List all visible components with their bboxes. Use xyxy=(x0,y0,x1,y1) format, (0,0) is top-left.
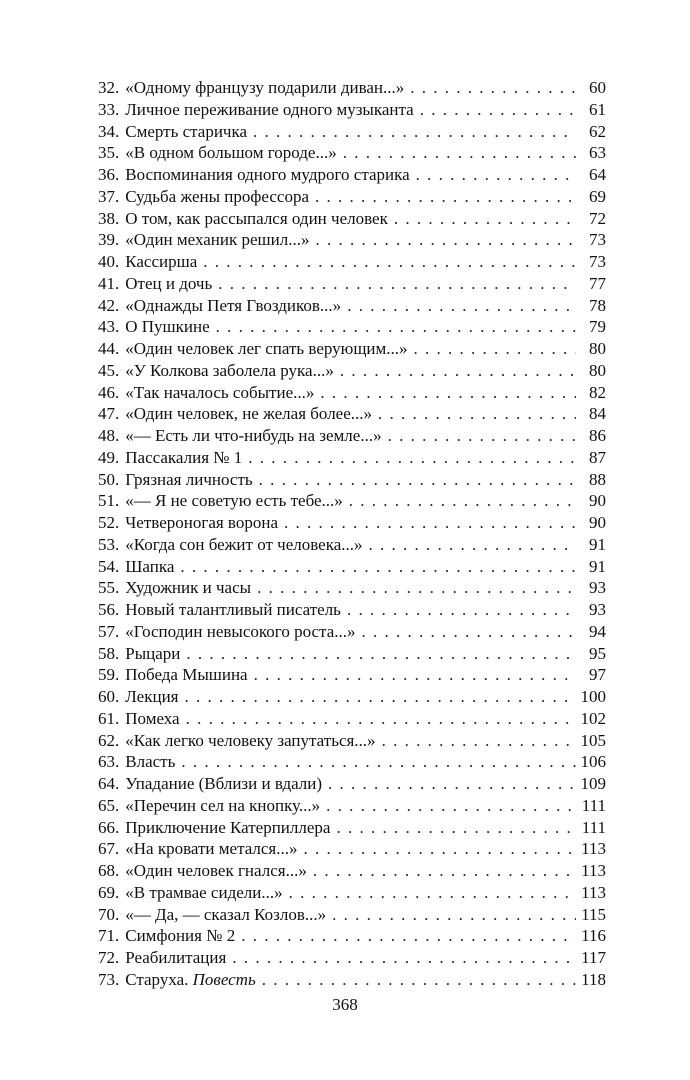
dot-leader xyxy=(181,751,576,773)
entry-page-number: 73 xyxy=(589,230,606,250)
entry-title-text: Помеха xyxy=(125,708,180,728)
entry-title-text: Победа Мышина xyxy=(125,665,248,685)
toc-entry xyxy=(98,577,606,599)
entry-number: 37. xyxy=(98,186,120,206)
entry-number: 47. xyxy=(98,404,120,424)
entry-title-text: «Господин невысокого роста...» xyxy=(125,621,356,641)
entry-number: 70. xyxy=(98,904,120,924)
entry-page-number: 91 xyxy=(589,534,606,554)
entry-title-text: «Перечин сел на кнопку...» xyxy=(125,795,321,815)
dot-leader xyxy=(248,447,576,469)
toc-entry xyxy=(98,621,606,643)
entry-page-number: 93 xyxy=(589,600,606,619)
entry-title-text: «— Есть ли что-нибудь на земле...» xyxy=(125,426,382,445)
entry-title-text: Грязная личность xyxy=(125,469,253,489)
entry-number: 63. xyxy=(98,752,120,772)
page-number: 368 xyxy=(332,995,358,1014)
entry-title xyxy=(125,751,175,773)
entry-title xyxy=(125,556,174,578)
entry-number: 59. xyxy=(98,665,120,685)
entry-title-text: «Один человек, не желая более...» xyxy=(125,404,373,424)
toc-entry xyxy=(98,512,606,534)
entry-page-number: 91 xyxy=(589,556,606,576)
entry-title xyxy=(125,947,226,969)
entry-title-text: Личное переживание одного музыканта xyxy=(125,99,414,119)
entry-title xyxy=(125,338,407,360)
dot-leader xyxy=(328,773,576,795)
entry-page-number: 111 xyxy=(581,817,606,837)
entry-number: 64. xyxy=(98,774,120,793)
entry-page-number: 115 xyxy=(581,904,606,924)
dot-leader xyxy=(347,599,576,621)
entry-number: 36. xyxy=(98,165,120,184)
entry-title xyxy=(125,99,413,121)
entry-page-number: 73 xyxy=(589,252,606,271)
toc-entry xyxy=(98,686,606,708)
dot-leader xyxy=(382,730,576,752)
entry-title-text: О том, как рассыпался один человек xyxy=(125,208,388,228)
entry-title-text: Приключение Катерпиллера xyxy=(125,817,331,837)
dot-leader xyxy=(253,121,576,143)
entry-title-text: «На кровати метался...» xyxy=(125,839,298,859)
entry-title xyxy=(125,295,341,317)
entry-title-text: Смерть старичка xyxy=(125,121,248,141)
dot-leader xyxy=(257,577,576,599)
entry-number: 33. xyxy=(98,99,120,119)
dot-leader xyxy=(216,316,576,338)
entry-page-number: 72 xyxy=(589,208,606,228)
entry-page-number: 111 xyxy=(581,795,606,815)
dot-leader xyxy=(254,664,576,686)
toc-entry xyxy=(98,795,606,817)
entry-page-number: 80 xyxy=(589,339,606,358)
dot-leader xyxy=(362,621,577,643)
entry-page-number: 100 xyxy=(580,687,606,706)
entry-number: 46. xyxy=(98,382,120,402)
dot-leader xyxy=(349,490,576,512)
entry-number: 66. xyxy=(98,817,120,837)
entry-title-text: Реабилитация xyxy=(125,948,227,967)
entry-page-number: 80 xyxy=(589,360,606,380)
entry-title xyxy=(125,382,314,404)
entry-number: 55. xyxy=(98,578,120,598)
entry-title-text: Отец и дочь xyxy=(125,273,213,293)
entry-title xyxy=(125,229,309,251)
toc-entry xyxy=(98,77,606,99)
dot-leader xyxy=(284,512,576,534)
dot-leader xyxy=(241,925,576,947)
entry-page-number: 113 xyxy=(581,839,606,859)
entry-title xyxy=(125,447,242,469)
entry-title-text: «— Я не советую есть тебе...» xyxy=(125,491,343,511)
entry-title-text: «У Колкова заболела рука...» xyxy=(125,360,334,380)
dot-leader xyxy=(378,403,576,425)
entry-title xyxy=(125,164,409,186)
entry-title xyxy=(125,904,326,926)
entry-title xyxy=(125,643,180,665)
entry-subtitle: Повесть xyxy=(192,969,256,989)
entry-title-text: Пассакалия № 1 xyxy=(125,447,243,467)
entry-number: 58. xyxy=(98,643,120,663)
dot-leader xyxy=(369,534,576,556)
entry-number: 44. xyxy=(98,339,120,358)
entry-number: 49. xyxy=(98,447,120,467)
entry-title xyxy=(125,316,209,338)
entry-title xyxy=(125,969,255,991)
entry-title xyxy=(125,882,282,904)
toc-entry xyxy=(98,273,606,295)
entry-page-number: 106 xyxy=(580,752,606,772)
entry-page-number: 77 xyxy=(589,273,606,293)
entry-title-text: «Один человек гнался...» xyxy=(125,861,307,880)
entry-number: 42. xyxy=(98,295,120,315)
dot-leader xyxy=(262,969,576,991)
entry-number: 45. xyxy=(98,360,120,380)
entry-number: 48. xyxy=(98,426,120,445)
entry-title-text: Художник и часы xyxy=(125,578,252,598)
entry-title-text: Воспоминания одного мудрого старика xyxy=(125,165,410,184)
entry-number: 67. xyxy=(98,839,120,859)
entry-number: 38. xyxy=(98,208,120,228)
dot-leader xyxy=(332,904,576,926)
entry-number: 50. xyxy=(98,469,120,489)
toc-entry xyxy=(98,251,606,273)
entry-page-number: 63 xyxy=(589,143,606,163)
entry-number: 51. xyxy=(98,491,120,511)
entry-title-text: Новый талантливый писатель xyxy=(125,600,341,619)
toc-entry xyxy=(98,403,606,425)
entry-title xyxy=(125,795,320,817)
entry-page-number: 90 xyxy=(589,491,606,511)
dot-leader xyxy=(320,382,576,404)
entry-title-text: Старуха. xyxy=(125,969,189,989)
toc-entry xyxy=(98,316,606,338)
entry-page-number: 79 xyxy=(589,317,606,337)
entry-title xyxy=(125,360,334,382)
dot-leader xyxy=(184,686,576,708)
entry-title xyxy=(125,186,309,208)
dot-leader xyxy=(203,251,576,273)
entry-page-number: 87 xyxy=(589,447,606,467)
entry-title xyxy=(125,273,212,295)
toc-entry xyxy=(98,295,606,317)
entry-title xyxy=(125,121,247,143)
entry-title xyxy=(125,208,388,230)
entry-page-number: 118 xyxy=(581,969,606,989)
entry-page-number: 102 xyxy=(580,708,606,728)
entry-page-number: 95 xyxy=(589,643,606,663)
entry-title xyxy=(125,730,375,752)
entry-page-number: 84 xyxy=(589,404,606,424)
entry-page-number: 113 xyxy=(581,861,606,880)
dot-leader xyxy=(315,229,576,251)
dot-leader xyxy=(186,708,576,730)
dot-leader xyxy=(340,360,576,382)
toc-entry xyxy=(98,490,606,512)
dot-leader xyxy=(414,338,576,360)
toc-entry xyxy=(98,556,606,578)
entry-title-text: «Один человек лег спать верующим...» xyxy=(125,339,408,358)
entry-title xyxy=(125,773,322,795)
dot-leader xyxy=(336,817,576,839)
entry-number: 62. xyxy=(98,730,120,750)
entry-title xyxy=(125,403,372,425)
toc-entry xyxy=(98,382,606,404)
entry-title xyxy=(125,925,235,947)
entry-title-text: О Пушкине xyxy=(125,317,210,337)
toc-entry xyxy=(98,925,606,947)
table-of-contents xyxy=(98,77,606,991)
toc-entry xyxy=(98,751,606,773)
toc-entry xyxy=(98,164,606,186)
entry-title-text: «Когда сон бежит от человека...» xyxy=(125,534,363,554)
entry-number: 57. xyxy=(98,621,120,641)
entry-number: 71. xyxy=(98,926,120,946)
entry-title-text: Рыцари xyxy=(125,643,181,663)
toc-entry xyxy=(98,360,606,382)
entry-title xyxy=(125,577,251,599)
toc-entry xyxy=(98,730,606,752)
dot-leader xyxy=(315,186,576,208)
entry-page-number: 60 xyxy=(589,78,606,97)
entry-title-text: Упадание (Вблизи и вдали) xyxy=(125,774,323,793)
dot-leader xyxy=(304,838,577,860)
dot-leader xyxy=(420,99,576,121)
entry-page-number: 97 xyxy=(589,665,606,685)
entry-title-text: «Однажды Петя Гвоздиков...» xyxy=(125,295,342,315)
entry-page-number: 62 xyxy=(589,121,606,141)
entry-title-text: «В трамвае сидели...» xyxy=(125,882,283,902)
dot-leader xyxy=(343,142,576,164)
entry-title-text: «В одном большом городе...» xyxy=(125,143,337,163)
entry-title-text: Кассирша xyxy=(125,252,198,271)
entry-page-number: 82 xyxy=(589,382,606,402)
entry-number: 41. xyxy=(98,273,120,293)
entry-title xyxy=(125,838,297,860)
entry-title xyxy=(125,621,355,643)
entry-number: 43. xyxy=(98,317,120,337)
toc-entry xyxy=(98,469,606,491)
entry-page-number: 90 xyxy=(589,513,606,532)
entry-title xyxy=(125,77,404,99)
toc-entry xyxy=(98,708,606,730)
entry-page-number: 69 xyxy=(589,186,606,206)
dot-leader xyxy=(313,860,576,882)
entry-page-number: 94 xyxy=(589,621,606,641)
entry-number: 54. xyxy=(98,556,120,576)
toc-entry xyxy=(98,860,606,882)
dot-leader xyxy=(347,295,576,317)
entry-title-text: Шапка xyxy=(125,556,175,576)
toc-entry xyxy=(98,664,606,686)
toc-entry xyxy=(98,186,606,208)
entry-number: 35. xyxy=(98,143,120,163)
entry-page-number: 113 xyxy=(581,882,606,902)
entry-title-text: Власть xyxy=(125,752,176,772)
dot-leader xyxy=(416,164,576,186)
toc-entry xyxy=(98,534,606,556)
dot-leader xyxy=(394,208,576,230)
dot-leader xyxy=(180,556,576,578)
entry-title xyxy=(125,425,381,447)
toc-entry xyxy=(98,208,606,230)
dot-leader xyxy=(218,273,576,295)
toc-entry xyxy=(98,425,606,447)
entry-page-number: 86 xyxy=(589,426,606,445)
entry-title xyxy=(125,860,307,882)
entry-number: 39. xyxy=(98,230,120,250)
toc-entry xyxy=(98,447,606,469)
entry-number: 34. xyxy=(98,121,120,141)
toc-entry xyxy=(98,882,606,904)
entry-number: 60. xyxy=(98,687,120,706)
entry-title-text: «Одному французу подарили диван...» xyxy=(125,78,405,97)
entry-page-number: 116 xyxy=(581,926,606,946)
entry-title xyxy=(125,817,330,839)
entry-number: 56. xyxy=(98,600,120,619)
toc-entry xyxy=(98,121,606,143)
entry-number: 65. xyxy=(98,795,120,815)
toc-entry xyxy=(98,229,606,251)
entry-page-number: 105 xyxy=(580,730,606,750)
toc-entry xyxy=(98,838,606,860)
entry-title xyxy=(125,708,179,730)
entry-number: 40. xyxy=(98,252,120,271)
toc-entry xyxy=(98,599,606,621)
dot-leader xyxy=(388,425,576,447)
entry-title xyxy=(125,490,343,512)
entry-title-text: «— Да, — сказал Козлов...» xyxy=(125,904,327,924)
entry-number: 32. xyxy=(98,78,120,97)
toc-entry xyxy=(98,142,606,164)
entry-page-number: 93 xyxy=(589,578,606,598)
entry-title xyxy=(125,599,341,621)
entry-title xyxy=(125,534,362,556)
entry-page-number: 109 xyxy=(580,774,606,793)
entry-title-text: Лекция xyxy=(125,687,179,706)
toc-entry xyxy=(98,817,606,839)
entry-title xyxy=(125,142,336,164)
toc-entry xyxy=(98,338,606,360)
entry-title-text: «Так началось событие...» xyxy=(125,382,315,402)
entry-title xyxy=(125,251,197,273)
entry-number: 69. xyxy=(98,882,120,902)
entry-number: 61. xyxy=(98,708,120,728)
toc-entry xyxy=(98,904,606,926)
dot-leader xyxy=(259,469,576,491)
dot-leader xyxy=(410,77,576,99)
entry-page-number: 78 xyxy=(589,295,606,315)
entry-title-text: Четвероногая ворона xyxy=(125,513,278,532)
entry-title-text: Симфония № 2 xyxy=(125,926,236,946)
entry-title xyxy=(125,512,278,534)
entry-page-number: 117 xyxy=(581,948,606,967)
entry-number: 52. xyxy=(98,513,120,532)
toc-entry xyxy=(98,947,606,969)
entry-title-text: «Как легко человеку запутаться...» xyxy=(125,730,376,750)
entry-title xyxy=(125,469,252,491)
entry-title-text: «Один механик решил...» xyxy=(125,230,310,250)
entry-title-text: Судьба жены профессора xyxy=(125,186,309,206)
dot-leader xyxy=(186,643,576,665)
entry-number: 53. xyxy=(98,534,120,554)
entry-number: 72. xyxy=(98,948,120,967)
toc-entry xyxy=(98,773,606,795)
entry-page-number: 61 xyxy=(589,99,606,119)
entry-number: 68. xyxy=(98,861,120,880)
toc-entry xyxy=(98,969,606,991)
entry-number: 73. xyxy=(98,969,120,989)
dot-leader xyxy=(289,882,576,904)
toc-entry xyxy=(98,99,606,121)
toc-entry xyxy=(98,643,606,665)
dot-leader xyxy=(326,795,576,817)
entry-page-number: 64 xyxy=(589,165,606,184)
entry-page-number: 88 xyxy=(589,469,606,489)
entry-title xyxy=(125,686,178,708)
dot-leader xyxy=(232,947,576,969)
entry-title xyxy=(125,664,247,686)
